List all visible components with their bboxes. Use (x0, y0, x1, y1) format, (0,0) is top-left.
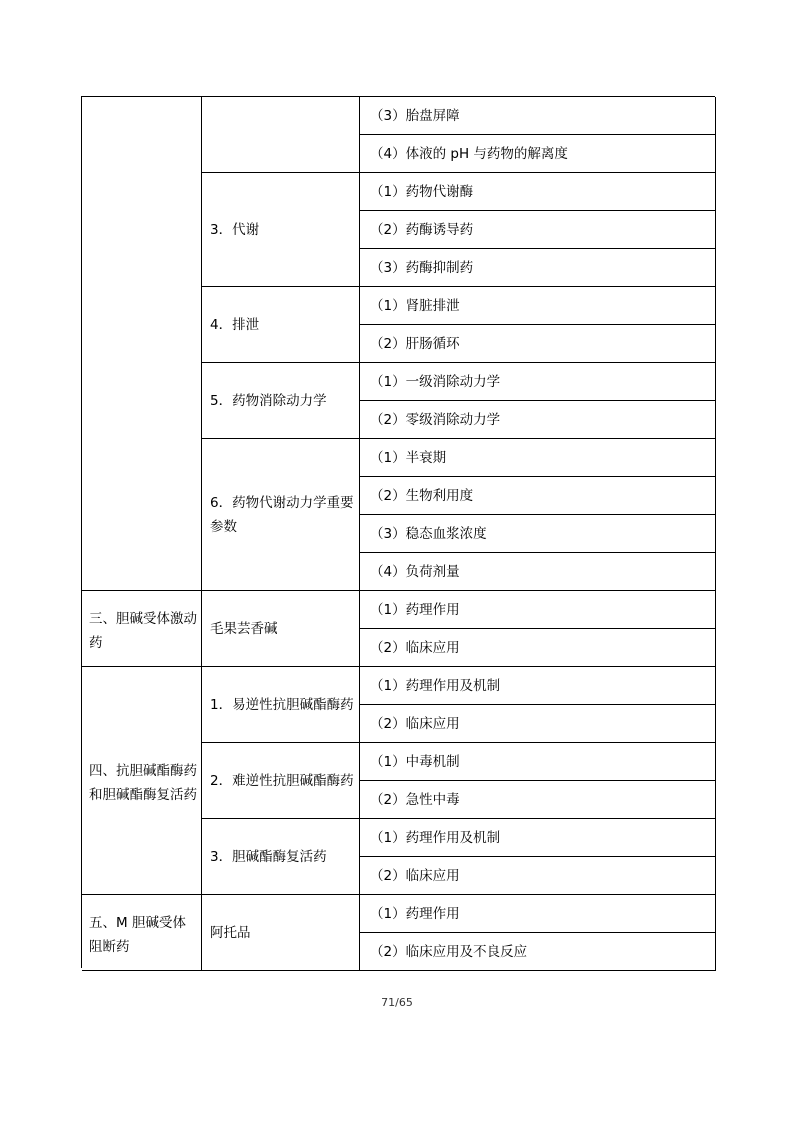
item-cell: （1）药理作用 (360, 895, 716, 933)
item-cell: （1）药理作用及机制 (360, 819, 716, 857)
item-cell: （3）药酶抑制药 (360, 249, 716, 287)
item-cell: （2）肝肠循环 (360, 325, 716, 363)
topic-cell (202, 97, 360, 173)
item-cell: （1）肾脏排泄 (360, 287, 716, 325)
item-cell: （1）半衰期 (360, 439, 716, 477)
section-cell (82, 97, 202, 591)
topic-cell (202, 363, 360, 439)
item-cell: （1）中毒机制 (360, 743, 716, 781)
section-label: 三、胆碱受体激动药 (89, 610, 197, 651)
item-cell: （2）临床应用 (360, 705, 716, 743)
topic-label: 毛果芸香碱 (210, 620, 278, 637)
item-cell: （2）药酶诱导药 (360, 211, 716, 249)
topic-cell (202, 895, 360, 971)
section-label: 四、抗胆碱酯酶药和胆碱酯酶复活药 (89, 762, 197, 803)
topic-cell (202, 287, 360, 363)
section-cell (82, 667, 202, 895)
topic-label: 2．难逆性抗胆碱酯酶药 (210, 772, 354, 789)
topic-cell (202, 819, 360, 895)
topic-label: 3．胆碱酯酶复活药 (210, 848, 327, 865)
item-cell: （3）胎盘屏障 (360, 97, 716, 135)
item-cell: （2）临床应用 (360, 857, 716, 895)
section-label: 五、M 胆碱受体阻断药 (89, 914, 186, 955)
item-cell: （2）生物利用度 (360, 477, 716, 515)
topic-label: 5．药物消除动力学 (210, 392, 327, 409)
item-cell: （2）急性中毒 (360, 781, 716, 819)
topic-cell (202, 591, 360, 667)
section-cell (82, 591, 202, 667)
item-cell: （2）临床应用 (360, 629, 716, 667)
topic-label: 阿托品 (210, 924, 251, 941)
topic-cell (202, 173, 360, 287)
topic-label: 4．排泄 (210, 316, 260, 333)
item-cell: （2）零级消除动力学 (360, 401, 716, 439)
item-cell: （1）药理作用及机制 (360, 667, 716, 705)
section-cell (82, 895, 202, 971)
item-cell: （4）体液的 pH 与药物的解离度 (360, 135, 716, 173)
topic-cell (202, 439, 360, 591)
item-cell: （4）负荷剂量 (360, 553, 716, 591)
page-number: 71/65 (381, 996, 413, 1009)
item-cell: （1）药物代谢酶 (360, 173, 716, 211)
topic-label: 6．药物代谢动力学重要参数 (210, 494, 354, 535)
item-cell: （1）药理作用 (360, 591, 716, 629)
topic-label: 3．代谢 (210, 221, 260, 238)
topic-label: 1．易逆性抗胆碱酯酶药 (210, 696, 354, 713)
topic-cell (202, 743, 360, 819)
topic-cell (202, 667, 360, 743)
item-cell: （2）临床应用及不良反应 (360, 933, 716, 971)
content-table (81, 96, 715, 968)
item-cell: （3）稳态血浆浓度 (360, 515, 716, 553)
item-cell: （1）一级消除动力学 (360, 363, 716, 401)
